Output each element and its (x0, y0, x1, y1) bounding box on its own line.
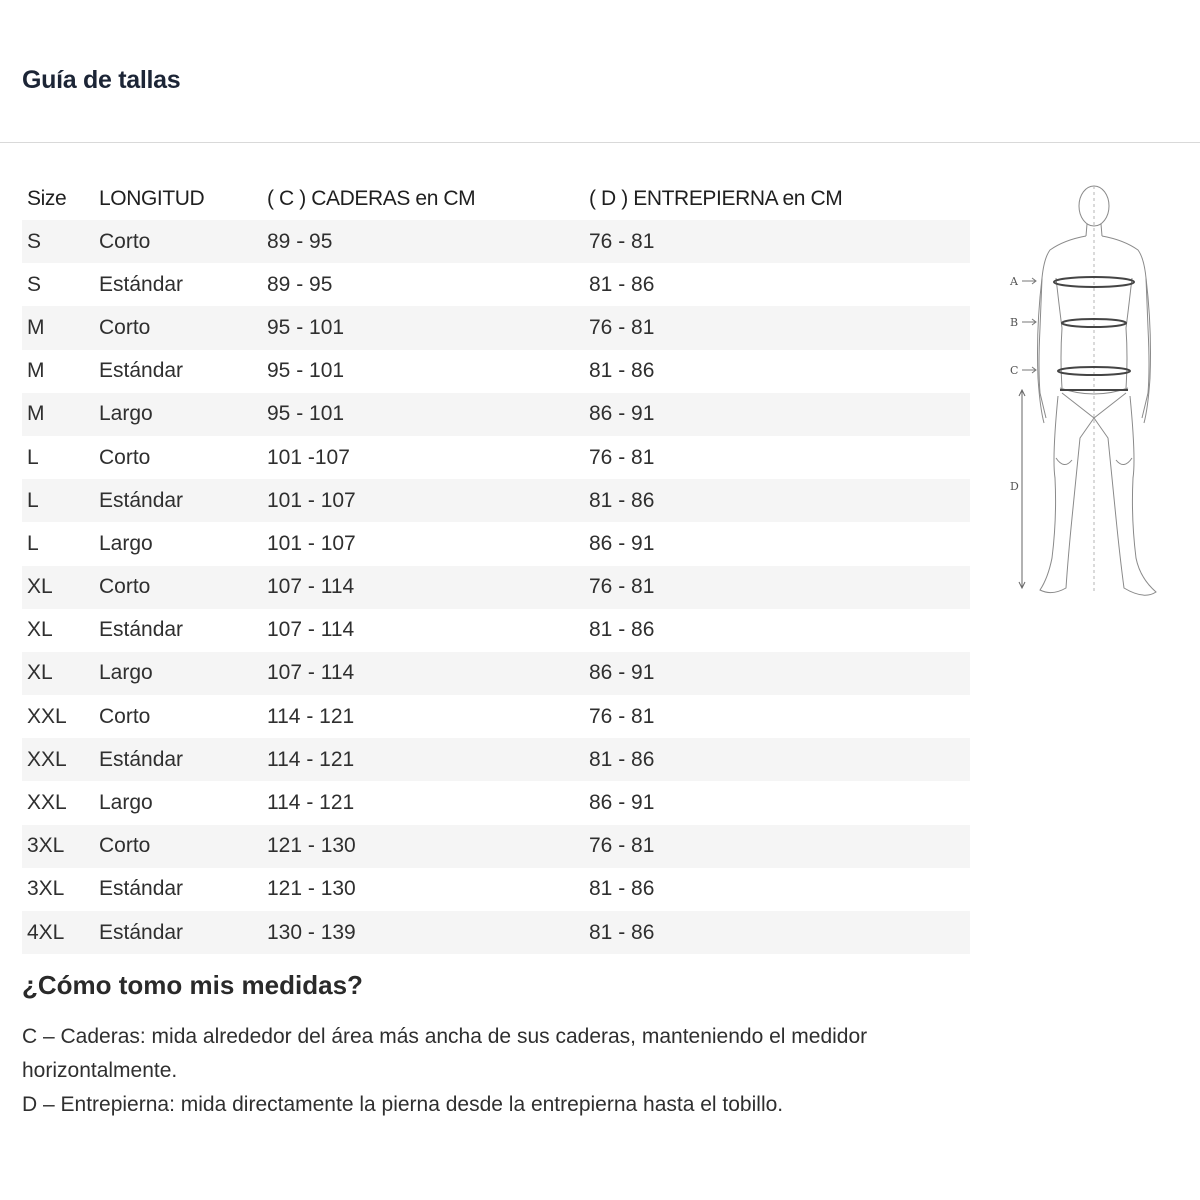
cell-length: Corto (94, 220, 262, 263)
cell-inseam: 81 - 86 (589, 272, 655, 296)
inseam-instruction: D – Entrepierna: mida directamente la pierna desde la entrepierna hasta el tobillo. (22, 1093, 784, 1116)
cell-length: Estándar (99, 877, 184, 901)
cell-hips: 107 - 114 (262, 566, 584, 609)
cell-size: 3XL (27, 877, 65, 901)
cell-size: M (22, 306, 94, 349)
cell-size: S (22, 220, 94, 263)
cell-length: Largo (99, 791, 153, 815)
cell-size: L (27, 531, 39, 555)
cell-length: Estándar (99, 359, 184, 383)
column-header-hips: ( C ) CADERAS en CM (267, 186, 476, 210)
table-row (22, 695, 970, 738)
cell-inseam: 76 - 81 (584, 306, 970, 349)
label-b: B (1010, 316, 1019, 329)
cell-hips: 95 - 101 (267, 359, 345, 383)
cell-hips: 95 - 101 (262, 393, 584, 436)
cell-length: Largo (94, 393, 262, 436)
cell-length: Estándar (99, 272, 184, 296)
label-d: D (1010, 480, 1019, 493)
cell-length: Corto (99, 445, 151, 469)
header-divider (0, 142, 1200, 143)
cell-size: XXL (27, 791, 67, 815)
hips-instruction: C – Caderas: mida alrededor del área más ancha de sus caderas, manteniendo el medidor horizontalmente. (22, 1025, 868, 1082)
cell-size: XL (22, 566, 94, 609)
table-row (22, 911, 970, 954)
howto-title: ¿Cómo tomo mis medidas? (22, 970, 363, 1000)
cell-inseam: 81 - 86 (584, 911, 970, 954)
cell-inseam: 81 - 86 (584, 738, 970, 781)
table-row (22, 738, 970, 781)
cell-hips: 101 - 107 (262, 479, 584, 522)
cell-size: M (22, 393, 94, 436)
table-row (22, 393, 970, 436)
cell-hips: 130 - 139 (262, 911, 584, 954)
cell-length: Corto (94, 306, 262, 349)
cell-hips: 89 - 95 (262, 220, 584, 263)
table-header-row (22, 177, 970, 220)
cell-inseam: 76 - 81 (584, 566, 970, 609)
cell-hips: 107 - 114 (262, 652, 584, 695)
cell-size: XL (22, 652, 94, 695)
table-row (22, 652, 970, 695)
cell-inseam: 76 - 81 (589, 445, 655, 469)
cell-length: Corto (94, 825, 262, 868)
cell-length: Estándar (94, 738, 262, 781)
cell-hips: 107 - 114 (267, 618, 355, 642)
cell-size: XXL (27, 704, 67, 728)
cell-size: M (27, 359, 45, 383)
cell-hips: 121 - 130 (267, 877, 356, 901)
cell-inseam: 86 - 91 (589, 791, 655, 815)
cell-size: L (22, 479, 94, 522)
table-row (22, 868, 970, 911)
label-a: A (1010, 275, 1018, 288)
cell-size: XXL (22, 738, 94, 781)
cell-length: Corto (94, 566, 262, 609)
table-row (22, 436, 970, 479)
cell-size: 4XL (22, 911, 94, 954)
table-row (22, 479, 970, 522)
cell-inseam: 81 - 86 (589, 618, 655, 642)
cell-length: Largo (99, 531, 153, 555)
cell-length: Estándar (99, 618, 184, 642)
body-measurement-figure-icon (1000, 178, 1170, 608)
size-guide-table (22, 177, 970, 954)
cell-hips: 95 - 101 (262, 306, 584, 349)
cell-hips: 101 - 107 (267, 531, 356, 555)
cell-length: Estándar (94, 479, 262, 522)
cell-hips: 121 - 130 (262, 825, 584, 868)
cell-hips: 114 - 121 (267, 704, 355, 728)
instructions (22, 1020, 982, 1122)
cell-inseam: 76 - 81 (584, 825, 970, 868)
cell-size: L (27, 445, 39, 469)
cell-size: 3XL (22, 825, 94, 868)
table-row (22, 781, 970, 824)
table-row (22, 350, 970, 393)
cell-inseam: 86 - 91 (584, 652, 970, 695)
page-title: Guía de tallas (22, 66, 181, 94)
table-row (22, 522, 970, 565)
table-row (22, 263, 970, 306)
table-row (22, 609, 970, 652)
column-header-length: LONGITUD (99, 186, 205, 210)
column-header-size: Size (27, 186, 67, 210)
label-c: C (1010, 364, 1019, 377)
table-row (22, 825, 970, 868)
cell-inseam: 76 - 81 (584, 220, 970, 263)
cell-inseam: 81 - 86 (584, 479, 970, 522)
cell-inseam: 86 - 91 (589, 531, 655, 555)
cell-inseam: 76 - 81 (589, 704, 655, 728)
cell-size: XL (27, 618, 53, 642)
table-body (22, 220, 970, 954)
cell-length: Estándar (94, 911, 262, 954)
table-row (22, 220, 970, 263)
cell-length: Corto (99, 704, 151, 728)
cell-hips: 89 - 95 (267, 272, 333, 296)
column-header-inseam: ( D ) ENTREPIERNA en CM (589, 186, 843, 210)
cell-inseam: 81 - 86 (589, 359, 655, 383)
cell-hips: 114 - 121 (267, 791, 355, 815)
cell-length: Largo (94, 652, 262, 695)
table-row (22, 306, 970, 349)
cell-hips: 101 -107 (267, 445, 350, 469)
table-row (22, 566, 970, 609)
cell-inseam: 86 - 91 (584, 393, 970, 436)
cell-hips: 114 - 121 (262, 738, 584, 781)
cell-size: S (27, 272, 42, 296)
cell-inseam: 81 - 86 (589, 877, 655, 901)
